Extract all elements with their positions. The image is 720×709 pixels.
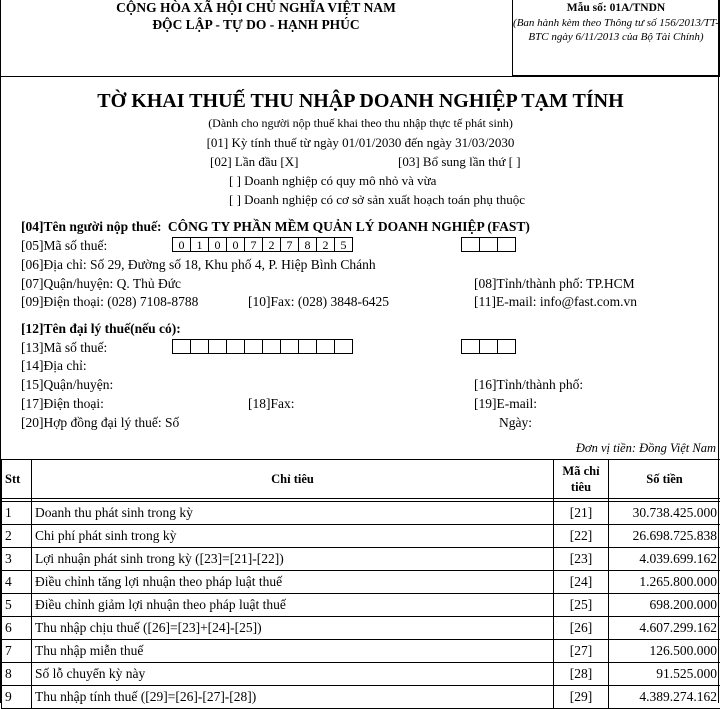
agent-branch-code-digit: [480, 339, 498, 354]
row-code: [21]: [554, 502, 609, 525]
row-item: Lợi nhuận phát sinh trong kỳ ([23]=[21]-[22]): [32, 548, 554, 571]
currency-unit: Đơn vị tiền: Đồng Việt Nam: [576, 440, 716, 456]
form-number: Mẫu số: 01A/TNDN: [513, 1, 719, 15]
tax-table: [1, 459, 720, 709]
row-amount: 91.525.000: [609, 663, 720, 686]
table-row: [2, 663, 720, 686]
agent-province: [16]Tỉnh/thành phố:: [474, 376, 583, 393]
taxpayer-phone: [09]Điện thoại: (028) 7108-8788: [21, 293, 198, 310]
dependent-unit-checkbox[interactable]: [ ] Doanh nghiệp có cơ sở sản xuất hoạch toán phụ thuộc: [229, 191, 525, 208]
header-item: Chỉ tiêu: [32, 460, 554, 499]
form-title: TỜ KHAI THUẾ THU NHẬP DOANH NGHIỆP TẠM TÍNH: [1, 89, 720, 113]
supplement-checkbox[interactable]: [03] Bổ sung lần thứ [ ]: [398, 153, 521, 170]
row-item: Điều chỉnh tăng lợi nhuận theo pháp luật thuế: [32, 571, 554, 594]
taxpayer-branch-code-boxes: [461, 237, 516, 252]
row-stt: 2: [2, 525, 32, 548]
motto-heading: ĐỘC LẬP - TỰ DO - HẠNH PHÚC: [1, 17, 511, 33]
row-code: [27]: [554, 640, 609, 663]
tax-code-digit: 2: [263, 237, 281, 252]
agent-phone: [17]Điện thoại:: [21, 395, 104, 412]
agent-tax-code-digit: [191, 339, 209, 354]
table-header-row: [2, 460, 720, 499]
agent-tax-code-digit: [172, 339, 191, 354]
taxpayer-name-row: [21, 218, 530, 235]
row-item: Thu nhập tính thuế ([29]=[26]-[27]-[28]): [32, 686, 554, 709]
row-amount: 126.500.000: [609, 640, 720, 663]
taxpayer-district: [07]Quận/huyện: Q. Thủ Đức: [21, 275, 181, 292]
agent-branch-code-boxes: [461, 339, 516, 354]
header-stt: Stt: [2, 460, 32, 499]
taxpayer-address: [06]Địa chỉ: Số 29, Đường số 18, Khu phố 4, P. Hiệp Bình Chánh: [21, 256, 376, 273]
row-code: [29]: [554, 686, 609, 709]
tax-code-digit: 1: [191, 237, 209, 252]
table-row: [2, 571, 720, 594]
row-amount: 4.389.274.162: [609, 686, 720, 709]
table-row: [2, 640, 720, 663]
table-row: [2, 502, 720, 525]
row-amount: 4.607.299.162: [609, 617, 720, 640]
tax-code-digit: 0: [227, 237, 245, 252]
agent-email: [19]E-mail:: [474, 395, 537, 412]
agent-tax-code-digit: [245, 339, 263, 354]
row-code: [24]: [554, 571, 609, 594]
branch-code-digit: [498, 237, 516, 252]
row-stt: 9: [2, 686, 32, 709]
agent-tax-code-digit: [209, 339, 227, 354]
row-item: Điều chỉnh giảm lợi nhuận theo pháp luật thuế: [32, 594, 554, 617]
branch-code-digit: [480, 237, 498, 252]
agent-branch-code-digit: [461, 339, 480, 354]
form-number-box: [512, 0, 720, 76]
row-item: Chi phí phát sinh trong kỳ: [32, 525, 554, 548]
row-amount: 30.738.425.000: [609, 502, 720, 525]
header-code: Mã chỉ tiêu: [554, 460, 609, 499]
header-divider: [1, 76, 720, 77]
agent-branch-code-digit: [498, 339, 516, 354]
row-item: Thu nhập miễn thuế: [32, 640, 554, 663]
agent-name-label: [12]Tên đại lý thuế(nếu có):: [21, 320, 181, 337]
tax-period: [01] Kỳ tính thuế từ ngày 01/01/2030 đến ngày 31/03/2030: [1, 134, 720, 151]
tax-code-digit: 8: [299, 237, 317, 252]
tax-code-digit: 0: [209, 237, 227, 252]
header-amount: Số tiền: [609, 460, 720, 499]
nation-heading: CỘNG HÒA XÃ HỘI CHỦ NGHĨA VIỆT NAM: [1, 0, 511, 16]
row-amount: 4.039.699.162: [609, 548, 720, 571]
branch-code-digit: [461, 237, 480, 252]
row-stt: 1: [2, 502, 32, 525]
agent-tax-code-digit: [281, 339, 299, 354]
tax-code-digit: 2: [317, 237, 335, 252]
agent-contract-date: Ngày:: [499, 414, 532, 431]
row-stt: 6: [2, 617, 32, 640]
taxpayer-fax: [10]Fax: (028) 3848-6425: [248, 293, 389, 310]
agent-district: [15]Quận/huyện:: [21, 376, 113, 393]
row-code: [23]: [554, 548, 609, 571]
row-stt: 4: [2, 571, 32, 594]
tax-code-digit: 7: [245, 237, 263, 252]
tax-code-digit: 5: [335, 237, 353, 252]
row-amount: 698.200.000: [609, 594, 720, 617]
agent-address: [14]Địa chỉ:: [21, 357, 87, 374]
taxpayer-name-label: [04]Tên người nộp thuế:: [21, 219, 161, 234]
row-amount: 26.698.725.838: [609, 525, 720, 548]
agent-tax-code-label: [13]Mã số thuế:: [21, 339, 107, 356]
taxpayer-province: [08]Tỉnh/thành phố: TP.HCM: [474, 275, 635, 292]
table-row: [2, 594, 720, 617]
row-code: [26]: [554, 617, 609, 640]
tax-code-digit: 0: [172, 237, 191, 252]
agent-tax-code-digit: [227, 339, 245, 354]
row-item: Doanh thu phát sinh trong kỳ: [32, 502, 554, 525]
agent-tax-code-digit: [335, 339, 353, 354]
agent-tax-code-digit: [263, 339, 281, 354]
taxpayer-email: [11]E-mail: info@fast.com.vn: [474, 293, 637, 310]
row-stt: 8: [2, 663, 32, 686]
table-row: [2, 617, 720, 640]
taxpayer-tax-code-label: [05]Mã số thuế:: [21, 237, 107, 254]
taxpayer-name: CÔNG TY PHẦN MỀM QUẢN LÝ DOANH NGHIỆP (FAST): [168, 219, 530, 234]
agent-tax-code-digit: [317, 339, 335, 354]
row-code: [25]: [554, 594, 609, 617]
sme-checkbox[interactable]: [ ] Doanh nghiệp có quy mô nhỏ và vừa: [229, 172, 436, 189]
agent-tax-code-boxes: [172, 339, 353, 354]
agent-contract: [20]Hợp đồng đại lý thuế: Số: [21, 414, 179, 431]
agent-tax-code-digit: [299, 339, 317, 354]
row-code: [28]: [554, 663, 609, 686]
row-stt: 5: [2, 594, 32, 617]
row-item: Thu nhập chịu thuế ([26]=[23]+[24]-[25]): [32, 617, 554, 640]
form-legal-note: (Ban hành kèm theo Thông tư số 156/2013/TT-BTC ngày 6/11/2013 của Bộ Tài Chính): [513, 16, 719, 44]
row-amount: 1.265.800.000: [609, 571, 720, 594]
row-code: [22]: [554, 525, 609, 548]
table-row: [2, 548, 720, 571]
row-stt: 7: [2, 640, 32, 663]
table-row: [2, 686, 720, 709]
tax-code-digit: 7: [281, 237, 299, 252]
table-row: [2, 525, 720, 548]
row-stt: 3: [2, 548, 32, 571]
first-time-checkbox[interactable]: [02] Lần đầu [X]: [210, 153, 298, 170]
taxpayer-tax-code-boxes: [172, 237, 353, 252]
agent-fax: [18]Fax:: [248, 395, 295, 412]
form-subtitle: (Dành cho người nộp thuế khai theo thu nhập thực tế phát sinh): [1, 116, 720, 131]
row-item: Số lỗ chuyển kỳ này: [32, 663, 554, 686]
